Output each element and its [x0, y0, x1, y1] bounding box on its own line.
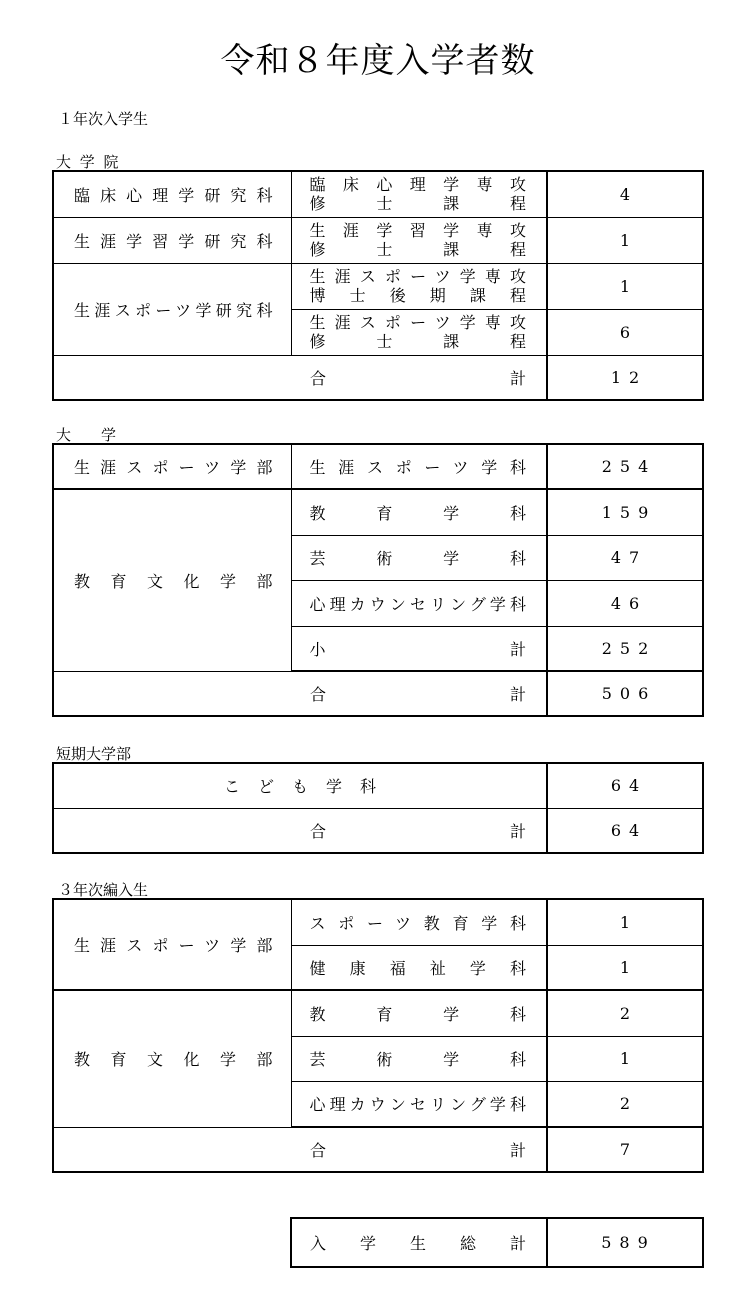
subtotal-label-right: 計: [509, 639, 526, 659]
program-course: 修士課程: [309, 194, 526, 214]
subtotal-label-left: 小: [309, 639, 326, 659]
total-label-left: 合: [310, 685, 327, 704]
faculty-cell: 生涯スポーツ学部: [53, 444, 291, 489]
table-row: [53, 444, 703, 489]
dept-cell: こども学科: [53, 763, 547, 808]
count-cell: 159: [547, 489, 703, 535]
faculty-cell: 生涯学習学研究科: [53, 217, 291, 263]
table-row: [53, 763, 703, 808]
count-cell: 2: [547, 990, 703, 1036]
dept-cell: 教育学科: [291, 990, 547, 1036]
dept-cell: 芸術学科: [291, 535, 547, 580]
program-cell: [291, 217, 547, 263]
table-row: [53, 217, 703, 263]
dept-cell: 芸術学科: [291, 1036, 547, 1081]
count-cell: 46: [547, 580, 703, 626]
transfer-heading: ３年次編入生: [58, 881, 149, 899]
program-course: 修士課程: [309, 240, 526, 259]
count-cell: 4: [547, 171, 703, 217]
total-label-left: 合: [310, 821, 327, 841]
university-heading: 大 学: [56, 426, 117, 444]
total-label-right: 計: [509, 368, 526, 388]
total-label: [53, 671, 547, 716]
count-cell: 2: [547, 1081, 703, 1127]
total-value: 7: [547, 1127, 703, 1172]
section-heading-first-year: １年次入学生: [58, 110, 149, 128]
total-value: 506: [547, 671, 703, 716]
count-cell: 1: [547, 1036, 703, 1081]
subtotal-value: 252: [547, 626, 703, 671]
total-label: [53, 355, 547, 400]
dept-cell: 健康福祉学科: [291, 945, 547, 990]
total-label: [53, 1127, 547, 1172]
total-row: [53, 1127, 703, 1172]
table-row: [53, 990, 703, 1036]
program-name: 生涯スポーツ学専攻: [309, 267, 526, 286]
count-cell: 1: [547, 263, 703, 309]
junior-college-table: [52, 762, 704, 854]
total-label-right: 計: [510, 821, 527, 841]
program-name: 臨床心理学専攻: [309, 175, 526, 195]
count-cell: 6: [547, 309, 703, 355]
table-row: [53, 899, 703, 945]
table-row: [53, 263, 703, 309]
graduate-table: [52, 170, 704, 401]
transfer-table: [52, 898, 704, 1173]
program-course: 博士後期課程: [309, 286, 526, 305]
count-cell: 64: [547, 763, 703, 808]
program-cell: [291, 171, 547, 217]
total-label-right: 計: [509, 685, 526, 704]
dept-cell: 生涯スポーツ学科: [291, 444, 547, 489]
university-table: [52, 443, 704, 717]
faculty-cell: 臨床心理学研究科: [53, 171, 291, 217]
dept-cell: 心理カウンセリング学科: [291, 580, 547, 626]
dept-cell: 心理カウンセリング学科: [291, 1081, 547, 1127]
faculty-cell: 教育文化学部: [53, 990, 291, 1127]
count-cell: 47: [547, 535, 703, 580]
program-course: 修士課程: [309, 332, 526, 351]
total-row: [53, 808, 703, 853]
program-cell: [291, 263, 547, 309]
grand-total-label: 入学生総計: [291, 1218, 547, 1267]
program-name: 生涯学習学専攻: [309, 221, 526, 240]
faculty-cell: 生涯スポーツ学部: [53, 899, 291, 990]
table-row: [53, 171, 703, 217]
total-row: [53, 671, 703, 716]
subtotal-label: [291, 626, 547, 671]
total-label-right: 計: [509, 1141, 526, 1160]
program-cell: [291, 309, 547, 355]
count-cell: 1: [547, 217, 703, 263]
grand-total-table: [290, 1217, 704, 1268]
faculty-cell: 教育文化学部: [53, 489, 291, 671]
grand-total-value: 589: [547, 1218, 703, 1267]
page-title: 令和８年度入学者数: [220, 41, 536, 81]
total-label: [53, 808, 547, 853]
total-label-left: 合: [310, 1141, 327, 1160]
count-cell: 254: [547, 444, 703, 489]
junior-college-heading: 短期大学部: [56, 745, 132, 763]
dept-cell: スポーツ教育学科: [291, 899, 547, 945]
program-name: 生涯スポーツ学専攻: [309, 313, 526, 332]
graduate-heading: 大 学 院: [56, 153, 121, 171]
total-value: 12: [547, 355, 703, 400]
faculty-cell: 生涯スポーツ学研究科: [53, 263, 291, 355]
total-label-left: 合: [310, 368, 327, 388]
count-cell: 1: [547, 945, 703, 990]
table-row: [53, 489, 703, 535]
count-cell: 1: [547, 899, 703, 945]
total-value: 64: [547, 808, 703, 853]
total-row: [53, 355, 703, 400]
dept-cell: 教育学科: [291, 489, 547, 535]
grand-total-row: [291, 1218, 703, 1267]
